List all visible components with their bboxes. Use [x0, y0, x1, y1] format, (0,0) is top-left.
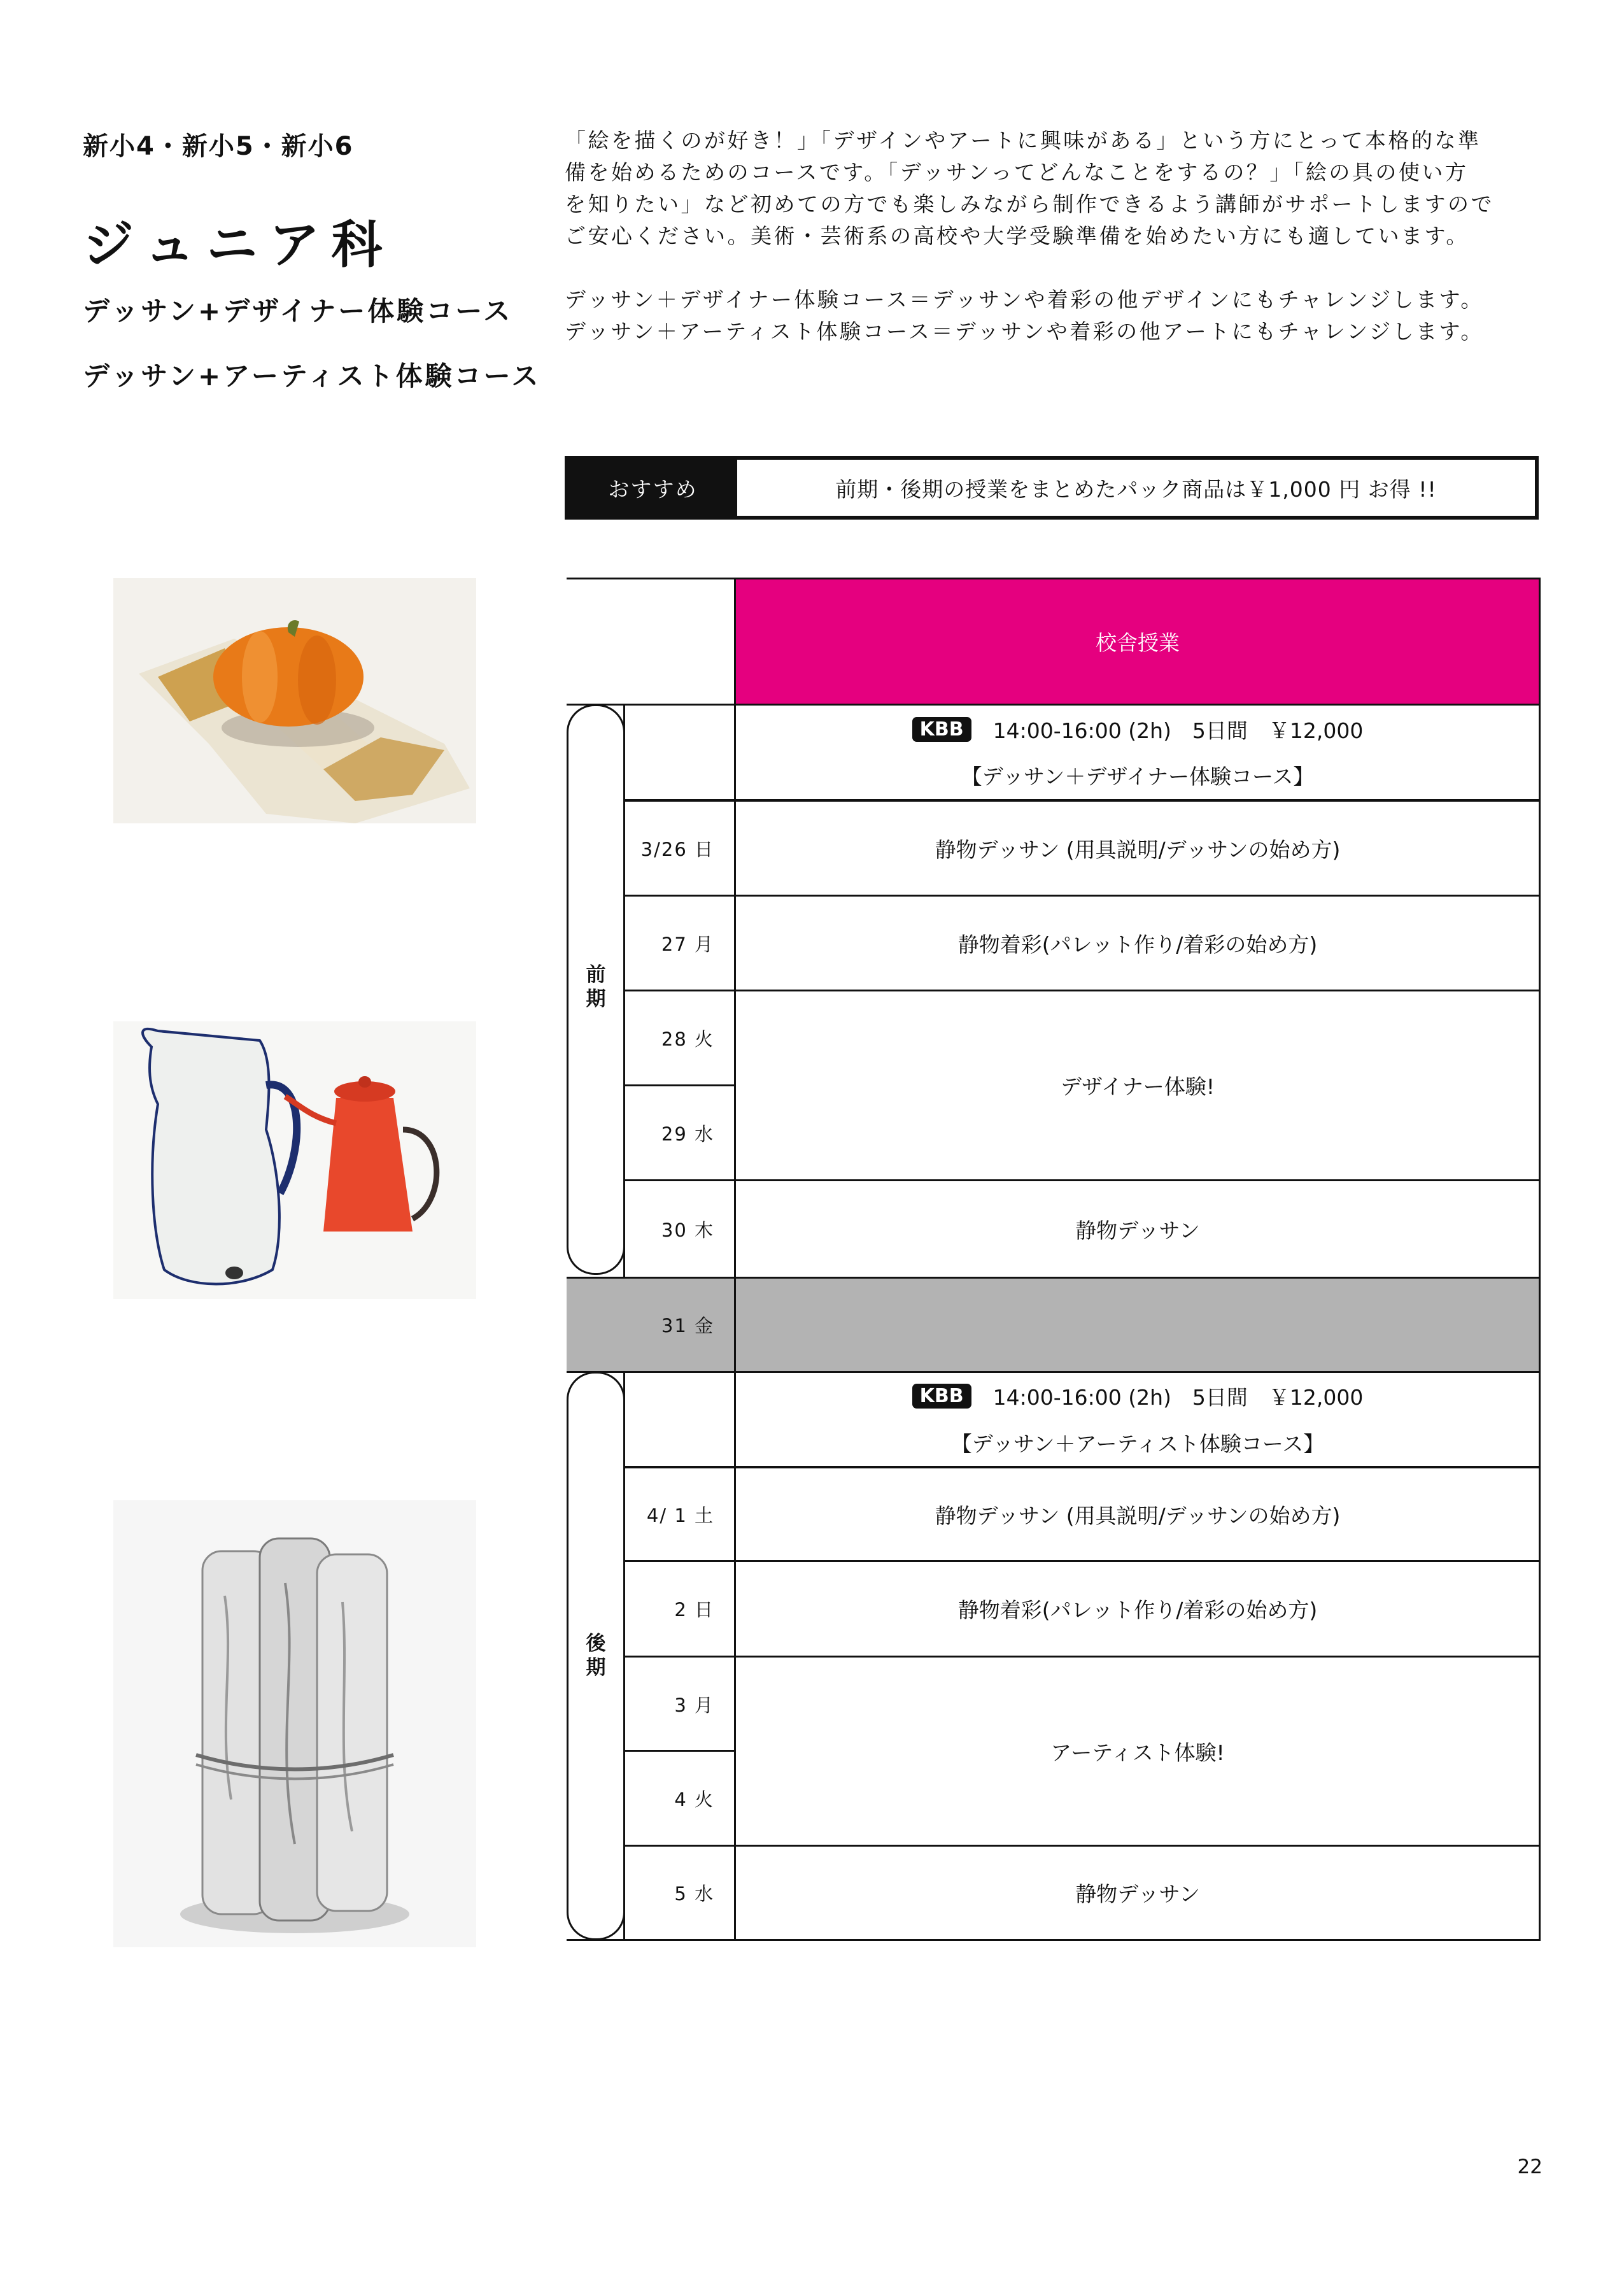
lesson-content: 静物デッサン — [1075, 1218, 1200, 1243]
intro-text — [565, 125, 1526, 348]
intro-line: を知りたい」など初めての方でも楽しみながら制作できるよう講師がサポートしますので — [565, 192, 1494, 217]
recommend-label: おすすめ — [568, 460, 737, 516]
page-title: ジュニア科 — [83, 215, 394, 274]
lesson-content: 静物デッサン (用具説明/デッサンの始め方) — [935, 837, 1341, 862]
first-term-schedule: 14:00-16:00 (2h) 5日間 ￥12,000 — [992, 718, 1364, 743]
lesson-content: 静物着彩(パレット作り/着彩の始め方) — [957, 932, 1318, 957]
lesson-content: 静物着彩(パレット作り/着彩の始め方) — [957, 1598, 1318, 1622]
course-name-designer: デッサン+デザイナー体験コース — [83, 295, 513, 327]
first-term-info — [735, 707, 1540, 751]
page-number: 22 — [1517, 2155, 1543, 2178]
date-cell: 4/ 1 土 — [646, 1505, 714, 1526]
lesson-content: 静物デッサン — [1075, 1882, 1200, 1906]
date-cell: 3 月 — [674, 1694, 714, 1716]
kbb-badge: KBB — [912, 1384, 971, 1409]
intro-line: 「絵を描くのが好き！」「デザインやアートに興味がある」という方にとって本格的な準 — [565, 128, 1481, 153]
kbb-badge: KBB — [912, 717, 971, 742]
course-name-artist: デッサン+アーティスト体験コース — [83, 360, 541, 392]
intro-line: ご安心ください。美術・芸術系の高校や大学受験準備を始めたい方にも適しています。 — [565, 224, 1469, 248]
table-header-label: 校舎授業 — [1096, 630, 1180, 655]
date-cell-closed: 31 金 — [661, 1315, 714, 1337]
date-cell: 5 水 — [674, 1883, 714, 1905]
second-term-course: 【デッサン＋アーティスト体験コース】 — [950, 1431, 1325, 1456]
recommend-text: 前期・後期の授業をまとめたパック商品は￥1,000 円 お得 !! — [835, 476, 1437, 502]
second-term-label: 後期 — [586, 1632, 606, 1679]
date-cell: 30 木 — [661, 1219, 714, 1241]
date-cell: 4 火 — [674, 1788, 714, 1810]
first-term-course: 【デッサン＋デザイナー体験コース】 — [961, 763, 1315, 789]
intro-line: デッサン＋デザイナー体験コース＝デッサンや着彩の他デザインにもチャレンジします。 — [565, 287, 1484, 312]
date-cell: 3/26 日 — [640, 838, 714, 860]
date-cell: 29 水 — [661, 1123, 714, 1145]
date-cell: 2 日 — [674, 1599, 714, 1621]
pumpkin-drawing-image — [113, 578, 476, 823]
second-term-schedule: 14:00-16:00 (2h) 5日間 ￥12,000 — [992, 1384, 1364, 1410]
date-cell: 27 月 — [661, 933, 714, 955]
first-term-label: 前期 — [586, 963, 606, 1011]
date-cell: 28 火 — [661, 1028, 714, 1050]
second-term-info — [735, 1374, 1540, 1418]
pitcher-and-kettle-drawing-image — [113, 1021, 476, 1299]
lesson-content: 静物デッサン (用具説明/デッサンの始め方) — [935, 1503, 1341, 1528]
intro-line: 備を始めるためのコースです。「デッサンってどんなことをするの？」「絵の具の使い方 — [565, 160, 1469, 185]
lesson-content: アーティスト体験! — [1050, 1740, 1225, 1765]
log-bundle-sketch-image — [113, 1500, 476, 1947]
target-grades: 新小4・新小5・新小6 — [83, 132, 354, 161]
lesson-content: デザイナー体験! — [1061, 1074, 1215, 1099]
recommend-banner — [565, 456, 1539, 520]
intro-line: デッサン＋アーティスト体験コース＝デッサンや着彩の他アートにもチャレンジします。 — [565, 319, 1484, 344]
